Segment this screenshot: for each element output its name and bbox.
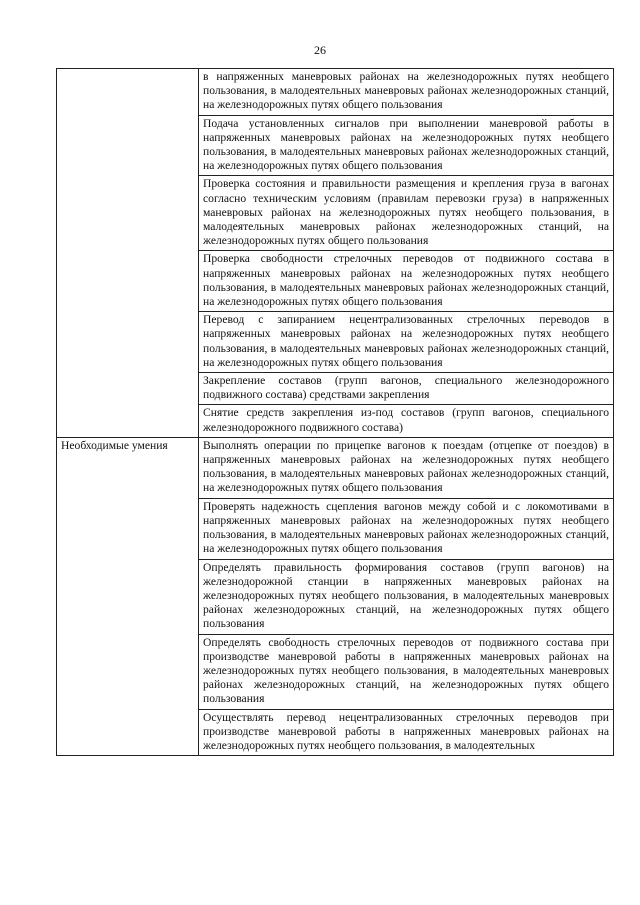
table-cell: Снятие средств закрепления из-под составов (групп вагонов, специального железнодорожного подвижного состава) <box>199 405 614 437</box>
table-cell: Выполнять операции по прицепке вагонов к поездам (отцепке от поездов) в напряженных маневровых районах на железнодорожных путях необщего пользования, в малодеятельных маневровых районах железнодорожных станций, на железнодорожных путях общего пользования <box>199 437 614 498</box>
table-cell: Проверка свободности стрелочных переводов от подвижного состава в напряженных маневровых районах на железнодорожных путях необщего пользования, в малодеятельных маневровых районах железнодорожных станций, на железнодорожных путях общего пользования <box>199 251 614 312</box>
table-row <box>57 437 614 498</box>
table-cell: Проверка состояния и правильности размещения и крепления груза в вагонах согласно техническим условиям (правилам перевозки груза) в напряженных маневровых районах на железнодорожных путях необщего пользования, в малодеятельных маневровых районах железнодорожных станций, на железнодорожных путях общего пользования <box>199 176 614 251</box>
table-cell: в напряженных маневровых районах на железнодорожных путях необщего пользования, в малодеятельных маневровых районах железнодорожных станций, на железнодорожных путях общего пользования <box>199 69 614 116</box>
label-cell-empty <box>57 69 199 438</box>
skills-label-cell: Необходимые умения <box>57 437 199 755</box>
table-cell: Проверять надежность сцепления вагонов между собой и с локомотивами в напряженных маневровых районах на железнодорожных путях необщего пользования, в малодеятельных маневровых районах железнодорожных станций, на железнодорожных путях общего пользования <box>199 498 614 559</box>
table-row <box>57 69 614 116</box>
requirements-table <box>56 68 614 756</box>
table-cell: Определять свободность стрелочных переводов от подвижного состава при производстве маневровой работы в напряженных маневровых районах на железнодорожных путях необщего пользования, в малодеятельных маневровых районах железнодорожных станций, на железнодорожных путях общего пользования <box>199 634 614 709</box>
table-cell: Подача установленных сигналов при выполнении маневровой работы в напряженных маневровых районах на железнодорожных путях необщего пользования, в малодеятельных маневровых районах железнодорожных станций, на железнодорожных путях общего пользования <box>199 115 614 176</box>
table-cell: Перевод с запиранием нецентрализованных стрелочных переводов в напряженных маневровых районах на железнодорожных путях необщего пользования, в малодеятельных маневровых районах железнодорожных станций, на железнодорожных путях общего пользования <box>199 312 614 373</box>
page-number: 26 <box>314 43 326 57</box>
table-cell: Закрепление составов (групп вагонов, специального железнодорожного подвижного состава) средствами закрепления <box>199 373 614 405</box>
table-cell: Определять правильность формирования составов (групп вагонов) на железнодорожной станции в напряженных маневровых районах на железнодорожных путях необщего пользования, в малодеятельных маневровых районах железнодорожных станций, на железнодорожных путях общего пользования <box>199 559 614 634</box>
table-cell: Осуществлять перевод нецентрализованных стрелочных переводов при производстве маневровой работы в напряженных маневровых районах на железнодорожных путях необщего пользования, в малодеятельных <box>199 709 614 756</box>
